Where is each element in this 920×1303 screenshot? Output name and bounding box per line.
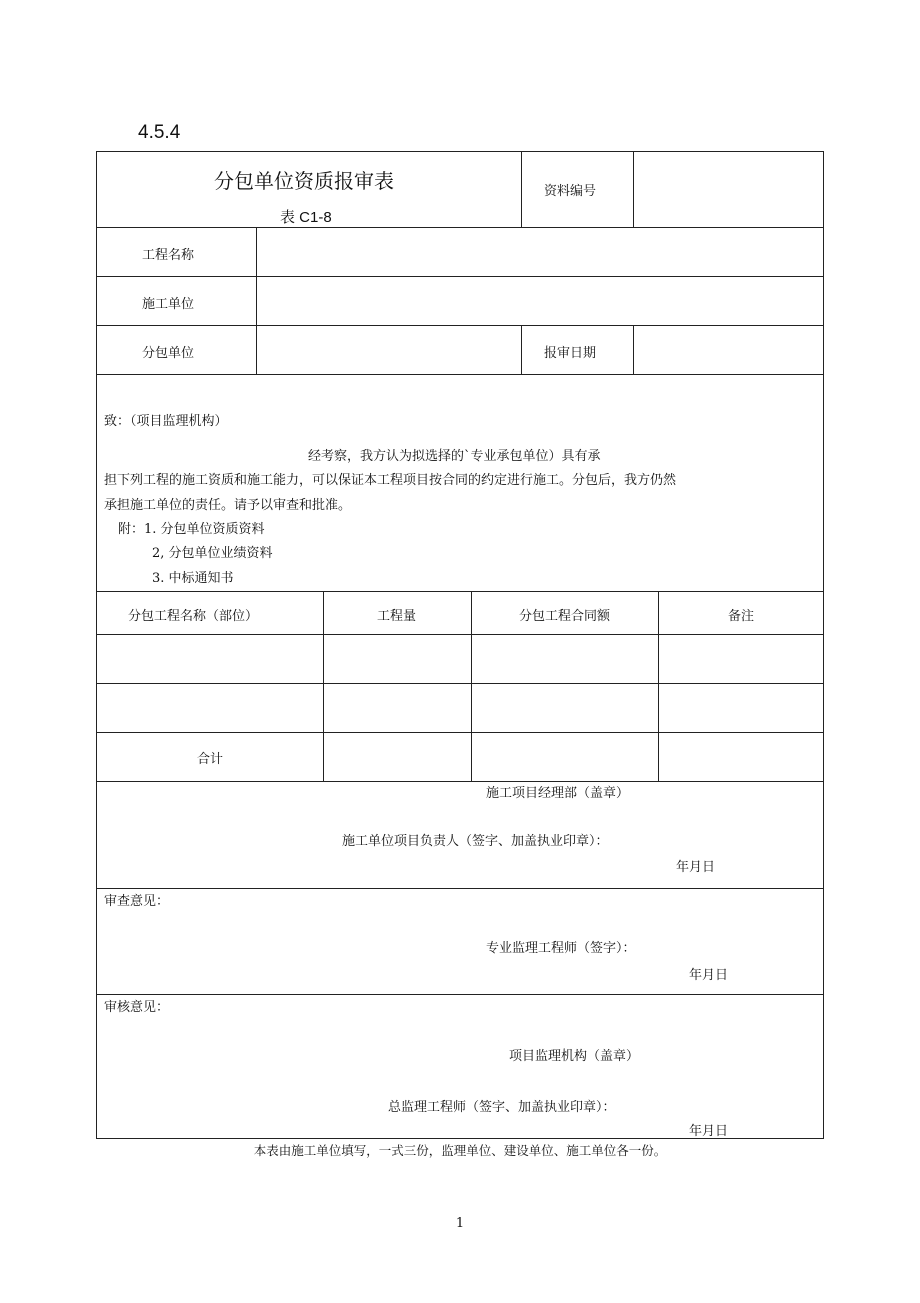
footer-note: 本表由施工单位填写，一式三份，监理单位、建设单位、施工单位各一份。 xyxy=(253,1143,667,1158)
section-number: 4.5.4 xyxy=(138,122,181,143)
table-header-quantity: 工程量 xyxy=(377,609,417,624)
table-row-2-remark[interactable] xyxy=(658,683,823,731)
rule-letter-bottom xyxy=(97,591,823,592)
submit-date-field[interactable] xyxy=(633,325,823,373)
supervising-engineer-signature: 专业监理工程师（签字）： xyxy=(486,941,636,956)
doc-no-label: 资料编号 xyxy=(544,184,597,199)
approval-date: 年月日 xyxy=(689,1124,729,1139)
table-row-2-quantity[interactable] xyxy=(323,683,470,731)
contractor-field[interactable] xyxy=(256,276,823,324)
attachment-2: 2, 分包单位业绩资料 xyxy=(152,546,273,561)
table-row-1-name[interactable] xyxy=(97,634,322,682)
attachment-3: 3. 中标通知书 xyxy=(152,571,234,586)
project-name-field[interactable] xyxy=(256,227,823,275)
doc-no-field[interactable] xyxy=(633,152,823,226)
table-row-1-remark[interactable] xyxy=(658,634,823,682)
chief-engineer-signature: 总监理工程师（签字、加盖执业印章）： xyxy=(388,1100,616,1115)
review-date: 年月日 xyxy=(689,968,729,983)
subcontractor-field[interactable] xyxy=(256,325,520,373)
letter-line-3: 承担施工单位的责任。请予以审查和批准。 xyxy=(104,498,352,513)
page-number: 1 xyxy=(455,1216,465,1231)
letter-to: 致：（项目监理机构） xyxy=(104,414,228,429)
table-total-label: 合计 xyxy=(197,752,224,767)
table-header-remark: 备注 xyxy=(728,609,755,624)
rule-v-header-mid xyxy=(521,152,522,227)
supervision-org-seal: 项目监理机构（盖章） xyxy=(509,1049,640,1064)
table-row-1-amount[interactable] xyxy=(471,634,657,682)
letter-line-2: 担下列工程的施工资质和施工能力，可以保证本工程项目按合同的约定进行施工。分包后，我方仍然 xyxy=(104,473,677,488)
review-opinion-label: 审查意见： xyxy=(104,894,170,909)
letter-line-1: 经考察，我方认为拟选择的`专业承包单位）具有承 xyxy=(308,449,601,464)
project-name-label: 工程名称 xyxy=(142,248,195,263)
table-row-1-quantity[interactable] xyxy=(323,634,470,682)
rule-total-bottom xyxy=(97,781,823,782)
form-code: 表 C1-8 xyxy=(280,209,332,226)
attachment-1: 附：1. 分包单位资质资料 xyxy=(118,522,265,537)
approval-opinion-label: 审核意见： xyxy=(104,1000,170,1015)
rule-table-row2-bottom xyxy=(97,732,823,733)
rule-contractor-sign-bottom xyxy=(97,888,823,889)
contractor-seal: 施工项目经理部（盖章） xyxy=(486,786,630,801)
rule-review-bottom xyxy=(97,994,823,995)
table-header-name: 分包工程名称（部位） xyxy=(128,609,259,624)
contractor-responsible-signature: 施工单位项目负责人（签字、加盖执业印章）： xyxy=(342,834,609,849)
rule-v-date-label-left xyxy=(521,325,522,374)
contractor-sign-date: 年月日 xyxy=(676,860,716,875)
subcontractor-label: 分包单位 xyxy=(142,346,195,361)
form-title: 分包单位资质报审表 xyxy=(214,169,394,193)
table-header-amount: 分包工程合同额 xyxy=(519,609,611,624)
table-row-2-amount[interactable] xyxy=(471,683,657,731)
submit-date-label: 报审日期 xyxy=(544,346,597,361)
contractor-label: 施工单位 xyxy=(142,297,195,312)
rule-subcontractor-bottom xyxy=(97,374,823,375)
table-row-2-name[interactable] xyxy=(97,683,322,731)
